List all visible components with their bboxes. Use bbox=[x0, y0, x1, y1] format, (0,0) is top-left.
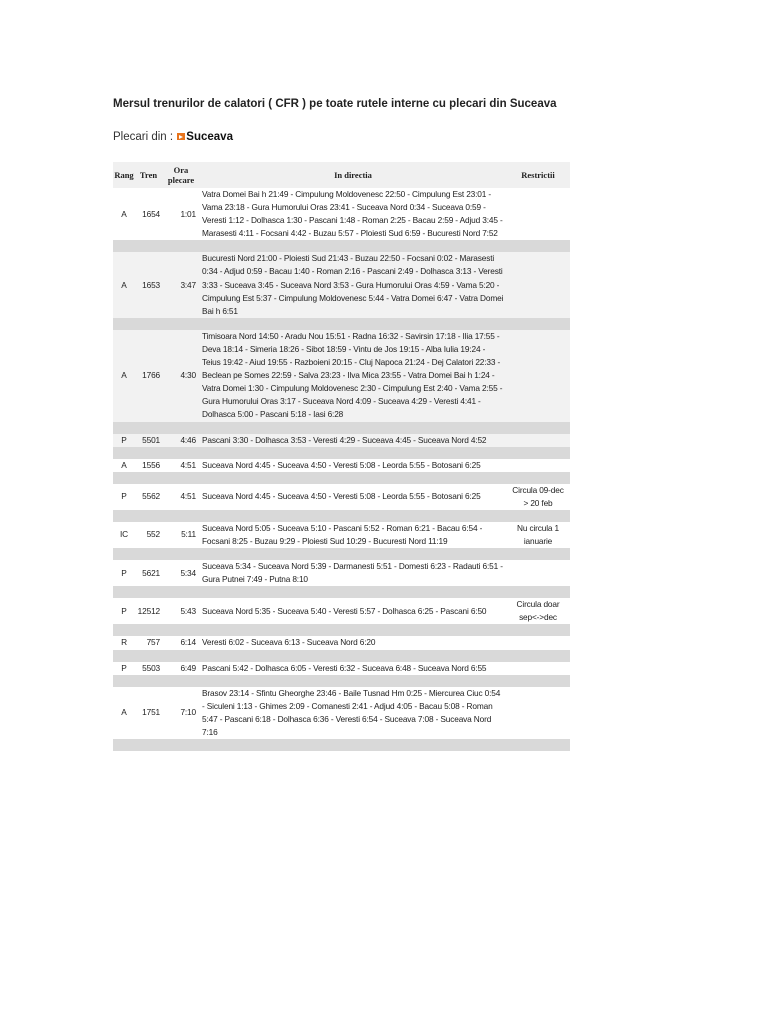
cell-restrictii bbox=[506, 434, 570, 447]
cell-restrictii bbox=[506, 560, 570, 586]
separator-cell bbox=[113, 472, 570, 484]
cell-ora: 1:01 bbox=[162, 188, 200, 240]
separator-cell bbox=[113, 739, 570, 751]
departures-label: Plecari din : bbox=[113, 131, 174, 143]
row-separator bbox=[113, 447, 570, 459]
cell-rang: P bbox=[113, 598, 135, 624]
row-separator bbox=[113, 624, 570, 636]
row-separator bbox=[113, 318, 570, 330]
station-link[interactable]: Suceava bbox=[186, 131, 233, 143]
table-row bbox=[113, 662, 570, 675]
table-row bbox=[113, 188, 570, 240]
cell-rang: R bbox=[113, 636, 135, 649]
separator-cell bbox=[113, 318, 570, 330]
cell-tren: 5501 bbox=[135, 434, 162, 447]
cell-ora: 4:30 bbox=[162, 330, 200, 422]
header-directia: In directia bbox=[200, 162, 506, 188]
row-separator bbox=[113, 510, 570, 522]
cell-directia: Timisoara Nord 14:50 - Aradu Nou 15:51 - Radna 16:32 - Savirsin 17:18 - Ilia 17:55 - Deva 18:14 - Simeria 18:26 - Sibot 18:59 - Vintu de Jos 19:15 - Alba Iulia 19:24 - Teius 19:42 - Aiud 19:55 - Razboieni 20:15 - Cluj Napoca 21:24 - Dej Calatori 22:33 - Beclean pe Somes 22:59 - Salva 23:23 - Ilva Mica 23:55 - Vatra Domei Bai h 1:24 - Vatra Domei 1:30 - Cimpulung Moldovenesc 2:30 - Cimpulung Est 2:40 - Vama 2:55 - Gura Humorului Oras 3:17 - Suceava Nord 4:09 - Suceava 4:29 - Veresti 4:41 - Dolhasca 5:00 - Pascani 5:18 - Iasi 6:28 bbox=[200, 330, 506, 422]
table-header-row bbox=[113, 162, 570, 188]
cell-ora: 4:46 bbox=[162, 434, 200, 447]
table-row bbox=[113, 598, 570, 624]
separator-cell bbox=[113, 240, 570, 252]
cell-rang: P bbox=[113, 560, 135, 586]
cell-tren: 5503 bbox=[135, 662, 162, 675]
arrow-right-icon bbox=[177, 133, 185, 140]
row-separator bbox=[113, 650, 570, 662]
cell-restrictii bbox=[506, 330, 570, 422]
cell-ora: 3:47 bbox=[162, 252, 200, 317]
cell-directia: Pascani 3:30 - Dolhasca 3:53 - Veresti 4:29 - Suceava 4:45 - Suceava Nord 4:52 bbox=[200, 434, 506, 447]
row-separator bbox=[113, 586, 570, 598]
cell-restrictii: Circula doar sep<->dec bbox=[506, 598, 570, 624]
cell-ora: 4:51 bbox=[162, 459, 200, 472]
cell-rang: A bbox=[113, 459, 135, 472]
cell-tren: 1653 bbox=[135, 252, 162, 317]
cell-restrictii bbox=[506, 459, 570, 472]
cell-restrictii: Nu circula 1 ianuarie bbox=[506, 522, 570, 548]
cell-rang: IC bbox=[113, 522, 135, 548]
cell-ora: 5:43 bbox=[162, 598, 200, 624]
cell-directia: Pascani 5:42 - Dolhasca 6:05 - Veresti 6:32 - Suceava 6:48 - Suceava Nord 6:55 bbox=[200, 662, 506, 675]
cell-ora: 6:49 bbox=[162, 662, 200, 675]
cell-tren: 552 bbox=[135, 522, 162, 548]
table-row bbox=[113, 459, 570, 472]
timetable bbox=[113, 162, 570, 751]
cell-rang: P bbox=[113, 484, 135, 510]
cell-tren: 1751 bbox=[135, 687, 162, 739]
cell-tren: 1556 bbox=[135, 459, 162, 472]
separator-cell bbox=[113, 675, 570, 687]
row-separator bbox=[113, 240, 570, 252]
table-row bbox=[113, 636, 570, 649]
cell-tren: 5621 bbox=[135, 560, 162, 586]
cell-ora: 6:14 bbox=[162, 636, 200, 649]
separator-cell bbox=[113, 510, 570, 522]
table-row bbox=[113, 252, 570, 317]
cell-restrictii bbox=[506, 662, 570, 675]
separator-cell bbox=[113, 548, 570, 560]
cell-rang: A bbox=[113, 188, 135, 240]
separator-cell bbox=[113, 650, 570, 662]
separator-cell bbox=[113, 447, 570, 459]
cell-directia: Veresti 6:02 - Suceava 6:13 - Suceava Nord 6:20 bbox=[200, 636, 506, 649]
table-row bbox=[113, 484, 570, 510]
table-row bbox=[113, 522, 570, 548]
table-row bbox=[113, 687, 570, 739]
departures-from bbox=[113, 131, 233, 143]
cell-directia: Suceava 5:34 - Suceava Nord 5:39 - Darmanesti 5:51 - Domesti 6:23 - Radauti 6:51 - Gura Putnei 7:49 - Putna 8:10 bbox=[200, 560, 506, 586]
cell-directia: Suceava Nord 4:45 - Suceava 4:50 - Veresti 5:08 - Leorda 5:55 - Botosani 6:25 bbox=[200, 484, 506, 510]
separator-cell bbox=[113, 422, 570, 434]
cell-directia: Bucuresti Nord 21:00 - Ploiesti Sud 21:43 - Buzau 22:50 - Focsani 0:02 - Marasesti 0:34 - Adjud 0:59 - Bacau 1:40 - Roman 2:16 - Pascani 2:49 - Dolhasca 3:13 - Veresti 3:33 - Suceava 3:45 - Suceava Nord 3:53 - Gura Humorului Oras 4:59 - Vama 5:20 - Cimpulung Est 5:37 - Cimpulung Moldovenesc 5:44 - Vatra Domei 6:47 - Vatra Domei Bai h 6:51 bbox=[200, 252, 506, 317]
cell-directia: Suceava Nord 4:45 - Suceava 4:50 - Veresti 5:08 - Leorda 5:55 - Botosani 6:25 bbox=[200, 459, 506, 472]
table-row bbox=[113, 434, 570, 447]
cell-tren: 5562 bbox=[135, 484, 162, 510]
separator-cell bbox=[113, 624, 570, 636]
cell-rang: P bbox=[113, 434, 135, 447]
table-row bbox=[113, 330, 570, 422]
cell-ora: 4:51 bbox=[162, 484, 200, 510]
cell-tren: 12512 bbox=[135, 598, 162, 624]
row-separator bbox=[113, 739, 570, 751]
row-separator bbox=[113, 422, 570, 434]
header-rang: Rang bbox=[113, 162, 135, 188]
cell-restrictii bbox=[506, 636, 570, 649]
cell-directia: Suceava Nord 5:05 - Suceava 5:10 - Pascani 5:52 - Roman 6:21 - Bacau 6:54 - Focsani 8:25 - Buzau 9:29 - Ploiesti Sud 10:29 - Bucuresti Nord 11:19 bbox=[200, 522, 506, 548]
cell-restrictii: Circula 09-dec > 20 feb bbox=[506, 484, 570, 510]
cell-tren: 1766 bbox=[135, 330, 162, 422]
cell-restrictii bbox=[506, 687, 570, 739]
cell-ora: 5:34 bbox=[162, 560, 200, 586]
cell-rang: P bbox=[113, 662, 135, 675]
cell-rang: A bbox=[113, 252, 135, 317]
cell-restrictii bbox=[506, 252, 570, 317]
table-row bbox=[113, 560, 570, 586]
header-ora: Ora plecare bbox=[162, 162, 200, 188]
row-separator bbox=[113, 548, 570, 560]
cell-directia: Vatra Domei Bai h 21:49 - Cimpulung Moldovenesc 22:50 - Cimpulung Est 23:01 - Vama 23:18 - Gura Humorului Oras 23:41 - Suceava Nord 0:34 - Suceava 0:59 - Veresti 1:12 - Dolhasca 1:30 - Pascani 1:48 - Roman 2:25 - Bacau 2:59 - Adjud 3:45 - Marasesti 4:11 - Focsani 4:42 - Buzau 5:57 - Ploiesti Sud 6:59 - Bucuresti Nord 7:52 bbox=[200, 188, 506, 240]
cell-rang: A bbox=[113, 330, 135, 422]
header-restrictii: Restrictii bbox=[506, 162, 570, 188]
cell-directia: Brasov 23:14 - Sfintu Gheorghe 23:46 - Baile Tusnad Hm 0:25 - Miercurea Ciuc 0:54 - Siculeni 1:13 - Ghimes 2:09 - Comanesti 2:41 - Adjud 4:05 - Bacau 5:08 - Roman 5:47 - Pascani 6:18 - Dolhasca 6:36 - Veresti 6:54 - Suceava 7:08 - Suceava Nord 7:16 bbox=[200, 687, 506, 739]
cell-restrictii bbox=[506, 188, 570, 240]
cell-directia: Suceava Nord 5:35 - Suceava 5:40 - Veresti 5:57 - Dolhasca 6:25 - Pascani 6:50 bbox=[200, 598, 506, 624]
row-separator bbox=[113, 675, 570, 687]
cell-rang: A bbox=[113, 687, 135, 739]
page-title: Mersul trenurilor de calatori ( CFR ) pe toate rutele interne cu plecari din Suceava bbox=[113, 98, 557, 110]
cell-tren: 1654 bbox=[135, 188, 162, 240]
separator-cell bbox=[113, 586, 570, 598]
cell-ora: 7:10 bbox=[162, 687, 200, 739]
cell-ora: 5:11 bbox=[162, 522, 200, 548]
cell-tren: 757 bbox=[135, 636, 162, 649]
header-tren: Tren bbox=[135, 162, 162, 188]
row-separator bbox=[113, 472, 570, 484]
